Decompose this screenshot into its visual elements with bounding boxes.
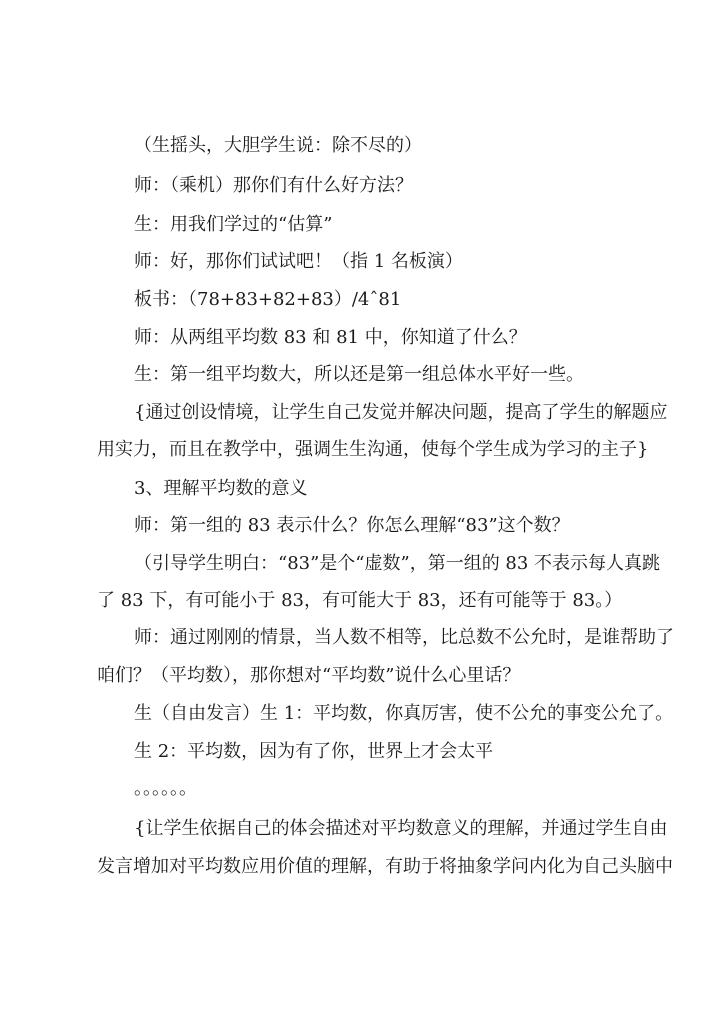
text-line: 师：（乘机）那你们有什么好方法？ — [134, 175, 413, 196]
section-heading: 3、理解平均数的意义 — [134, 478, 308, 499]
text-line: 师：第一组的 83 表示什么？你怎么理解“83”这个数？ — [134, 515, 570, 536]
text-line: 咱们？（平均数），那你想对“平均数”说什么心里话？ — [97, 665, 521, 686]
text-line: （生摇头，大胆学生说：除不尽的） — [134, 135, 422, 156]
text-line: 师：从两组平均数 83 和 81 中，你知道了什么？ — [134, 327, 527, 348]
text-line: 生（自由发言）生 1：平均数，你真厉害，使不公允的事变公允了。 — [134, 703, 674, 724]
text-line: 生：第一组平均数大，所以还是第一组总体水平好一些。 — [134, 364, 584, 385]
text-line: 师：好，那你们试试吧！（指 1 名板演） — [134, 251, 463, 272]
text-line: 生：用我们学过的“估算” — [134, 214, 333, 235]
text-line: 发言增加对平均数应用价值的理解，有助于将抽象学问内化为自己头脑中 — [97, 856, 673, 877]
text-line: 用实力，而且在教学中，强调生生沟通，使每个学生成为学习的主子} — [97, 439, 649, 460]
text-line: 了 83 下，有可能小于 83，有可能大于 83，还有可能等于 83。） — [97, 590, 623, 611]
ellipsis-line: 。。。。。。 — [134, 778, 197, 799]
text-line: 师：通过刚刚的情景，当人数不相等，比总数不公允时，是谁帮助了 — [134, 627, 674, 648]
text-line: 生 2：平均数，因为有了你，世界上才会太平 — [134, 741, 494, 762]
text-line: {让学生依据自己的体会描述对平均数意义的理解，并通过学生自由 — [134, 818, 668, 839]
text-line: （引导学生明白：“83”是个“虚数”，第一组的 83 不表示每人真跳 — [134, 553, 661, 574]
text-line: {通过创设情境，让学生自己发觉并解决问题，提高了学生的解题应 — [134, 402, 668, 423]
text-line: 板书：（78+83+82+83）/4ˆ81 — [134, 289, 402, 310]
